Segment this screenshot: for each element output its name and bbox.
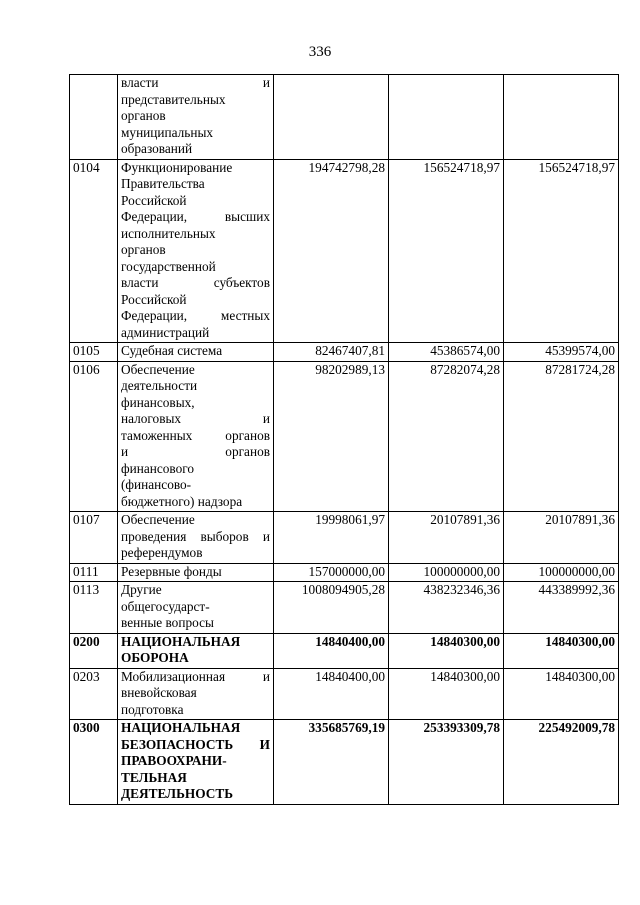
section-name-line: представительных [121,91,226,107]
section-name-cell [118,720,274,805]
section-code-cell: 0104 [70,159,118,343]
section-name-line: НАЦИОНАЛЬНАЯ [121,720,241,735]
amount-cell-year-1: 98202989,13 [274,361,389,512]
section-name-line: венные вопросы [121,615,214,630]
section-name-line: власти и [121,75,270,90]
amount-cell-year-3: 14840300,00 [504,633,619,668]
table-row [70,563,619,582]
table-row [70,512,619,564]
section-name-line: Российской [121,192,187,208]
section-name-line: ОБОРОНА [121,650,189,665]
table-row [70,75,619,160]
amount-cell-year-1: 194742798,28 [274,159,389,343]
section-code-cell: 0105 [70,343,118,362]
amount-cell-year-2: 156524718,97 [389,159,504,343]
section-name-line: ПРАВООХРАНИ- [121,753,227,768]
section-name-line: государственной [121,258,216,274]
table-row [70,668,619,720]
section-name-line: и органов [121,444,270,459]
section-name-cell [118,668,274,720]
section-name-line: налоговых и [121,411,270,426]
section-name-line: Обеспечение [121,361,195,377]
section-code-cell: 0300 [70,720,118,805]
table-row [70,361,619,512]
section-name-line: образований [121,141,193,156]
page-number: 336 [308,44,332,60]
section-name-line: референдумов [121,545,203,560]
budget-table-body [70,75,619,805]
section-name-cell [118,343,274,362]
amount-cell-year-3: 225492009,78 [504,720,619,805]
section-name-line: Функционирование [121,159,233,175]
section-name-cell [118,582,274,634]
section-name-line: Судебная система [121,343,223,358]
amount-cell-year-1: 82467407,81 [274,343,389,362]
amount-cell-year-2: 100000000,00 [389,563,504,582]
amount-cell-year-1: 157000000,00 [274,563,389,582]
amount-cell-year-3: 87281724,28 [504,361,619,512]
table-row [70,582,619,634]
section-name-line: ТЕЛЬНАЯ [121,769,187,785]
amount-cell-year-3: 45399574,00 [504,343,619,362]
section-code-cell: 0106 [70,361,118,512]
section-name-line: вневойсковая [121,685,197,700]
section-name-line: власти субъектов [121,275,270,290]
section-name-line: Правительства [121,176,205,191]
amount-cell-year-3: 156524718,97 [504,159,619,343]
section-code-cell: 0113 [70,582,118,634]
section-name-cell [118,159,274,343]
amount-cell-year-3: 100000000,00 [504,563,619,582]
section-name-line: проведения выборов и [121,528,270,544]
amount-cell-year-2: 253393309,78 [389,720,504,805]
amount-cell-year-3: 14840300,00 [504,668,619,720]
section-code-cell: 0111 [70,563,118,582]
amount-cell-year-2 [389,75,504,160]
table-row [70,159,619,343]
section-name-line: администраций [121,324,210,340]
section-name-cell [118,563,274,582]
amount-cell-year-1: 335685769,19 [274,720,389,805]
section-name-line: ДЕЯТЕЛЬНОСТЬ [121,786,233,801]
section-name-line: Российской [121,291,187,307]
section-name-line: Другие [121,582,162,597]
section-name-line: финансовых, [121,394,195,410]
section-name-line: бюджетного) надзора [121,493,243,509]
section-code-cell: 0107 [70,512,118,564]
section-name-cell [118,361,274,512]
section-name-line: БЕЗОПАСНОСТЬ И [121,736,270,752]
section-name-line: финансового [121,460,195,476]
amount-cell-year-3: 443389992,36 [504,582,619,634]
table-row [70,720,619,805]
section-code-cell [70,75,118,160]
section-name-line: исполнительных [121,225,216,241]
section-name-line: органов [121,108,166,123]
section-name-cell [118,75,274,160]
table-row [70,343,619,362]
amount-cell-year-3: 20107891,36 [504,512,619,564]
section-name-cell [118,512,274,564]
amount-cell-year-2: 14840300,00 [389,633,504,668]
section-name-line: таможенных органов [121,427,270,443]
amount-cell-year-2: 45386574,00 [389,343,504,362]
section-code-cell: 0200 [70,633,118,668]
amount-cell-year-2: 438232346,36 [389,582,504,634]
section-name-line: органов [121,242,166,257]
amount-cell-year-3 [504,75,619,160]
section-name-line: Мобилизационная и [121,668,270,684]
section-name-line: Федерации, высших [121,209,270,224]
section-name-line: Резервные фонды [121,563,222,579]
amount-cell-year-1: 14840400,00 [274,633,389,668]
section-name-cell [118,633,274,668]
amount-cell-year-1: 14840400,00 [274,668,389,720]
amount-cell-year-1: 1008094905,28 [274,582,389,634]
amount-cell-year-2: 87282074,28 [389,361,504,512]
section-name-line: общегосударст- [121,598,210,614]
section-name-line: деятельности [121,378,198,393]
table-row [70,633,619,668]
amount-cell-year-2: 20107891,36 [389,512,504,564]
amount-cell-year-1: 19998061,97 [274,512,389,564]
section-name-line: Обеспечение [121,512,195,527]
section-name-line: муниципальных [121,124,214,140]
section-name-line: (финансово- [121,477,192,492]
amount-cell-year-2: 14840300,00 [389,668,504,720]
section-name-line: Федерации, местных [121,308,270,323]
budget-table [69,74,619,805]
amount-cell-year-1 [274,75,389,160]
section-name-line: подготовка [121,701,184,717]
section-code-cell: 0203 [70,668,118,720]
section-name-line: НАЦИОНАЛЬНАЯ [121,633,241,649]
